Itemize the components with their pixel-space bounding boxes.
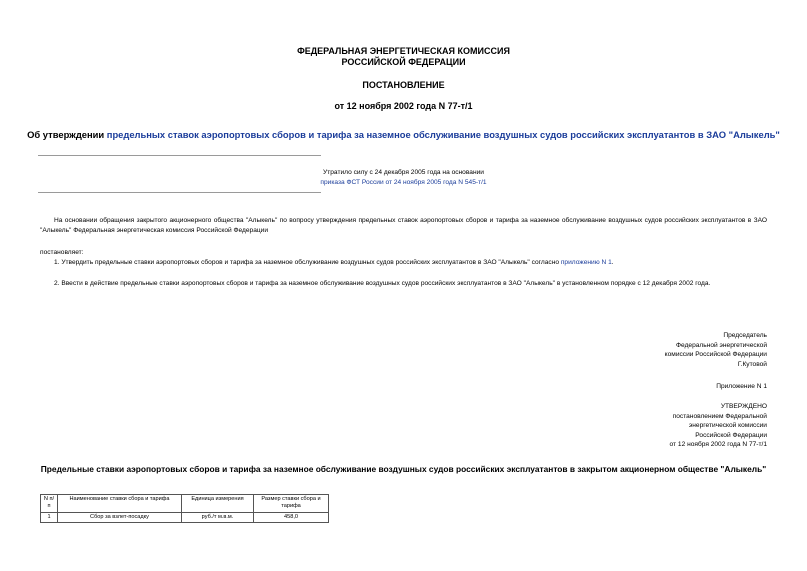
table-header-row (41, 495, 329, 513)
org-name-line1: ФЕДЕРАЛЬНАЯ ЭНЕРГЕТИЧЕСКАЯ КОМИССИЯ (297, 46, 510, 56)
cell-value: 458,0 (254, 512, 329, 522)
intro-paragraph: На основании обращения закрытого акционерного общества "Алыкель" по вопросу утверждения предельных ставок аэропортовых сборов и тарифа за наземное обслуживание воздушных судов российских эксплуатантов в ЗАО "Алыкель" Федеральная энергетическая комиссия Российской Федерации (40, 217, 767, 234)
signature-block (547, 331, 767, 369)
annex-link[interactable]: приложению N 1 (560, 259, 612, 266)
document-date: от 12 ноября 2002 года N 77-т/1 (334, 101, 473, 111)
header-cell-unit: Единица измерения (182, 495, 254, 513)
document-title (0, 129, 807, 140)
signature-title: Председатель (723, 332, 767, 339)
rates-table (40, 494, 329, 523)
item-1 (54, 258, 767, 268)
annex-label: Приложение N 1 (716, 383, 767, 390)
approved-heading: УТВЕРЖДЕНО (720, 403, 767, 410)
header-cell-number: N п/п (41, 495, 58, 513)
signature-org-line1: Федеральной энергетической (676, 341, 767, 349)
title-prefix: Об утверждении (27, 129, 107, 140)
cell-number: 1 (41, 512, 58, 522)
item-2: 2. Ввести в действие предельные ставки аэропортовых сборов и тарифа за наземное обслуживание воздушных судов российских эксплуатантов в ЗАО "Алыкель" в установленном порядке с 12 декабря 2002 года. (54, 280, 711, 287)
approved-line3: энергетической комиссии (688, 422, 767, 430)
item-1-end: . (611, 259, 614, 266)
header-cell-name: Наименование ставки сбора и тарифа (58, 495, 182, 513)
signature-name: Г.Кутовой (737, 360, 767, 368)
signature-org-line2: комиссии Российской Федерации (664, 351, 767, 359)
cell-unit: руб./т м.в.м. (182, 512, 254, 522)
approval-block (547, 402, 767, 450)
approved-line5: от 12 ноября 2002 года N 77-т/1 (669, 441, 767, 449)
document-type: ПОСТАНОВЛЕНИЕ (362, 80, 445, 90)
divider-bottom (38, 192, 321, 193)
item-1-text: 1. Утвердить предельные ставки аэропортовых сборов и тарифа за наземное обслуживание воздушных судов российских эксплуатантов в ЗАО "Алыкель" согласно (54, 259, 561, 266)
approved-line4: Российской Федерации (695, 431, 767, 439)
status-note-line1: Утратило силу с 24 декабря 2005 года на основании (323, 169, 484, 176)
title-link[interactable]: предельных ставок аэропортовых сборов и тарифа за наземное обслуживание воздушных судов российских эксплуатантов в ЗАО "Алыкель" (106, 129, 780, 140)
table-row (41, 512, 329, 522)
annex-title: Предельные ставки аэропортовых сборов и тарифа за наземное обслуживание воздушных судов российских эксплуатантов в закрытом акционерном обществе "Алыкель" (40, 464, 767, 474)
cell-name: Сбор за взлет-посадку (58, 512, 182, 522)
approved-line2: постановлением Федеральной (672, 412, 767, 420)
status-note-link[interactable]: приказа ФСТ России от 24 ноября 2005 года N 545-т/1 (320, 179, 487, 186)
divider-top (38, 155, 321, 156)
resolves-label: постановляет: (40, 249, 84, 256)
header-cell-value: Размер ставки сбора и тарифа (254, 495, 329, 513)
org-name-line2: РОССИЙСКОЙ ФЕДЕРАЦИИ (341, 57, 466, 67)
